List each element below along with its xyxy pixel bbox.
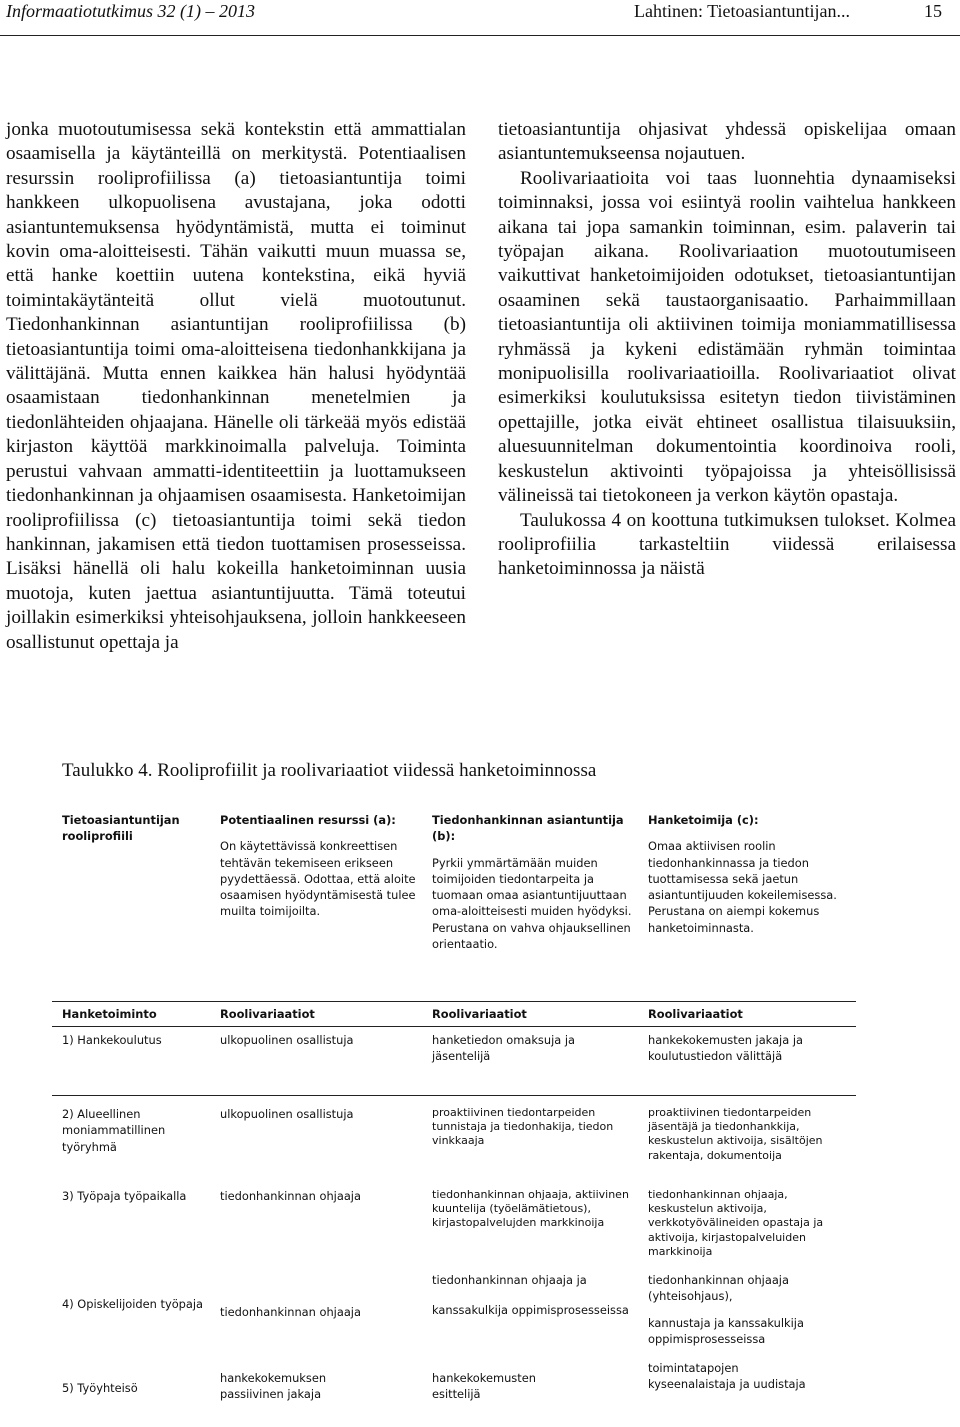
activity-heading: Hanketoiminto <box>62 1007 157 1021</box>
profile-c-description: Omaa aktiivisen roolin tiedonhankinnassa ja tiedon tuottamisessa sekä jaetun asiantuntijuuden kokeilemisessa. Perustana on aiempi kokemus hanketoiminnasta. <box>648 839 837 935</box>
profile-b-title: Tiedonhankinnan asiantuntija (b): <box>432 813 624 844</box>
profile-c <box>648 812 856 936</box>
profile-b <box>432 812 632 952</box>
left-column <box>6 118 466 655</box>
variation-c-line-2: kannustaja ja kanssakulkija oppimisprosesseissa <box>648 1315 804 1346</box>
variation-b-cell: proaktiivinen tiedontarpeiden tunnistaja ja tiedonhakija, tiedon vinkkaaja <box>432 1106 614 1148</box>
header-rule <box>0 35 960 36</box>
profile-a-description: On käytettävissä konkreettisen tehtävän tekemiseen erikseen pyydettäessä. Odottaa, että aloite osaamisen hyödyntämisestä tulee muilta toimijoilta. <box>220 839 416 919</box>
variation-b-cell: hankekokemusten esittelijä <box>432 1371 536 1402</box>
variation-c-line-1: tiedonhankinnan ohjaaja (yhteisohjaus), <box>648 1273 789 1304</box>
right-paragraph-3: Taulukossa 4 on koottuna tutkimuksen tulokset. Kolmea rooliprofiilia tarkasteltiin viidessä erilaisessa hanketoiminnossa ja näistä <box>498 509 956 580</box>
variation-b-cell: tiedonhankinnan ohjaaja, aktiivinen kuuntelija (työelämätietous), kirjastopalvelujden markkinoija <box>432 1188 629 1230</box>
profile-heading: Tietoasiantuntijan rooliprofiili <box>62 813 180 844</box>
table-caption: Taulukko 4. Rooliprofiilit ja roolivariaatiot viidessä hanketoiminnossa <box>62 760 597 781</box>
right-column <box>498 118 956 582</box>
variation-c-cell <box>648 1272 856 1347</box>
variations-heading-c: Roolivariaatiot <box>648 1007 743 1021</box>
variation-c-cell: hankekokemusten jakaja ja koulutustiedon välittäjä <box>648 1033 803 1064</box>
activity-cell: 1) Hankekoulutus <box>62 1033 162 1047</box>
variation-c-cell: toimintatapojen kyseenalaistaja ja uudistaja <box>648 1361 806 1392</box>
profile-a-title: Potentiaalinen resurssi (a): <box>220 813 396 827</box>
variation-a-cell: tiedonhankinnan ohjaaja <box>220 1305 361 1319</box>
activity-cell: 4) Opiskelijoiden työpaja <box>62 1297 204 1311</box>
activity-cell: 5) Työyhteisö <box>62 1381 138 1395</box>
page-number: 15 <box>924 1 942 21</box>
variation-b-line-1: tiedonhankinnan ohjaaja ja <box>432 1273 587 1287</box>
variation-b-cell <box>432 1272 632 1319</box>
variation-c-cell: tiedonhankinnan ohjaaja, keskustelun aktivoija, verkkotyövälineiden opastaja ja aktivoija, kirjastopalveluiden markkinoija <box>648 1188 824 1258</box>
profile-a <box>220 812 420 920</box>
journal-title: Informaatiotutkimus 32 (1) – 2013 <box>6 1 255 21</box>
running-title: Lahtinen: Tietoasiantuntijan... <box>634 1 850 21</box>
right-paragraph-2: Roolivariaatioita voi taas luonnehtia dynaamiseksi toiminnaksi, jossa voi esiintyä roolin vaihtelua hankkeen aikana tai jopa samankin toiminnan, esim. palaverin tai työpajan aikana. Roolivariaation muotoutumiseen vaikuttivat hanketoimijoiden odotukset, tietoasiantuntijan osaaminen sekä taustaorganisaatio. Parhaimmillaan tietoasiantuntija oli aktiivinen toimija moniammatillisessa ryhmässä ja kykeni edistämään ryhmän toimintaa monipuolisilla roolivariaatioilla. Roolivariaatiot olivat esimerkiksi koulutuksissa esitetyn tiedon tiivistäminen opettajille, jotka eivät ehtineet osallistua tilaisuuksiin, aluesuunnitelman dokumentointia koordinoiva rooli, keskustelun aktivointi työpajoissa ja yhteisöllisissä välineissä tai tietokoneen ja verkon käytön opastaja. <box>498 167 956 507</box>
variation-a-cell: ulkopuolinen osallistuja <box>220 1107 354 1121</box>
right-paragraph-1: tietoasiantuntija ohjasivat yhdessä opiskelijaa omaan asiantuntemukseensa nojautuen. <box>498 119 956 165</box>
variations-heading-a: Roolivariaatiot <box>220 1007 315 1021</box>
variation-a-cell: ulkopuolinen osallistuja <box>220 1033 354 1047</box>
activity-cell: 3) Työpaja työpaikalla <box>62 1189 187 1203</box>
profile-b-description: Pyrkii ymmärtämään muiden toimijoiden tiedontarpeita ja tuomaan omaa asiantuntijuuttaan oma-aloitteisesti muiden hyödyksi. Perustana on vahva ohjauksellinen orientaatio. <box>432 855 632 952</box>
variation-b-line-2: kanssakulkija oppimisprosesseissa <box>432 1303 629 1318</box>
variation-c-cell: proaktiivinen tiedontarpeiden jäsentäjä ja tiedonhankkija, keskustelun aktivoija, sisältöjen rakentaja, dokumentoija <box>648 1106 823 1162</box>
variations-heading-b: Roolivariaatiot <box>432 1007 527 1021</box>
variation-a-cell: hankekokemuksen passiivinen jakaja <box>220 1371 327 1402</box>
variation-b-cell: hanketiedon omaksuja ja jäsentelijä <box>432 1033 575 1064</box>
variation-a-cell: tiedonhankinnan ohjaaja <box>220 1189 361 1203</box>
activity-cell: 2) Alueellinen moniammatillinen työryhmä <box>62 1107 166 1154</box>
table-rule <box>52 1001 856 1002</box>
left-paragraph: jonka muotoutumisessa sekä kontekstin että ammattialan osaamisella ja käytänteillä on merkitystä. Potentiaalisen resurssin rooliprofiilissa (a) tietoasiantuntija toimi hankkeen ulkopuolisena avustajana, joka odotti asiantuntemuksensa hyödyntämistä, mutta ei toiminut kovin oma-aloitteisesti. Tähän vaikutti muun muassa se, että hanke koettiin uutena kontekstina, eikä hyviä toimintakäytänteitä ollut vielä muotoutunut. Tiedonhankinnan asiantuntijan rooliprofiilissa (b) tietoasiantuntija toimi oma-aloitteisena tiedonhankkijana ja välittäjänä. Mutta ennen kaikkea hän halusi hyödyntää osaamistaan tiedonhankinnan menetelmien ja tiedonlähteiden ohjaajana. Hänelle oli tärkeää myös edistää kirjaston käyttöä markkinoimalla palveluja. Toiminta perustui vahvaan ammatti-identiteettiin ja luottamukseen tiedonhankinnan ja ohjaamisen osaamisesta. Hanketoimijan rooliprofiilissa (c) tietoasiantuntija toimi sekä tiedon hankinnan, jakamisen että tiedon tuottamisen prosesseissa. Lisäksi hänellä oli halu kokeilla hanketoiminnan uusia muotoja, kuten jaettua asiantuntijuutta. Tämä toteutui joillakin esimerkiksi yhteisohjauksena, jolloin hankkeeseen osallistunut opettaja ja <box>6 119 466 653</box>
table-rule <box>52 1095 856 1096</box>
table-rule <box>52 1026 856 1027</box>
profile-c-title: Hanketoimija (c): <box>648 813 759 827</box>
